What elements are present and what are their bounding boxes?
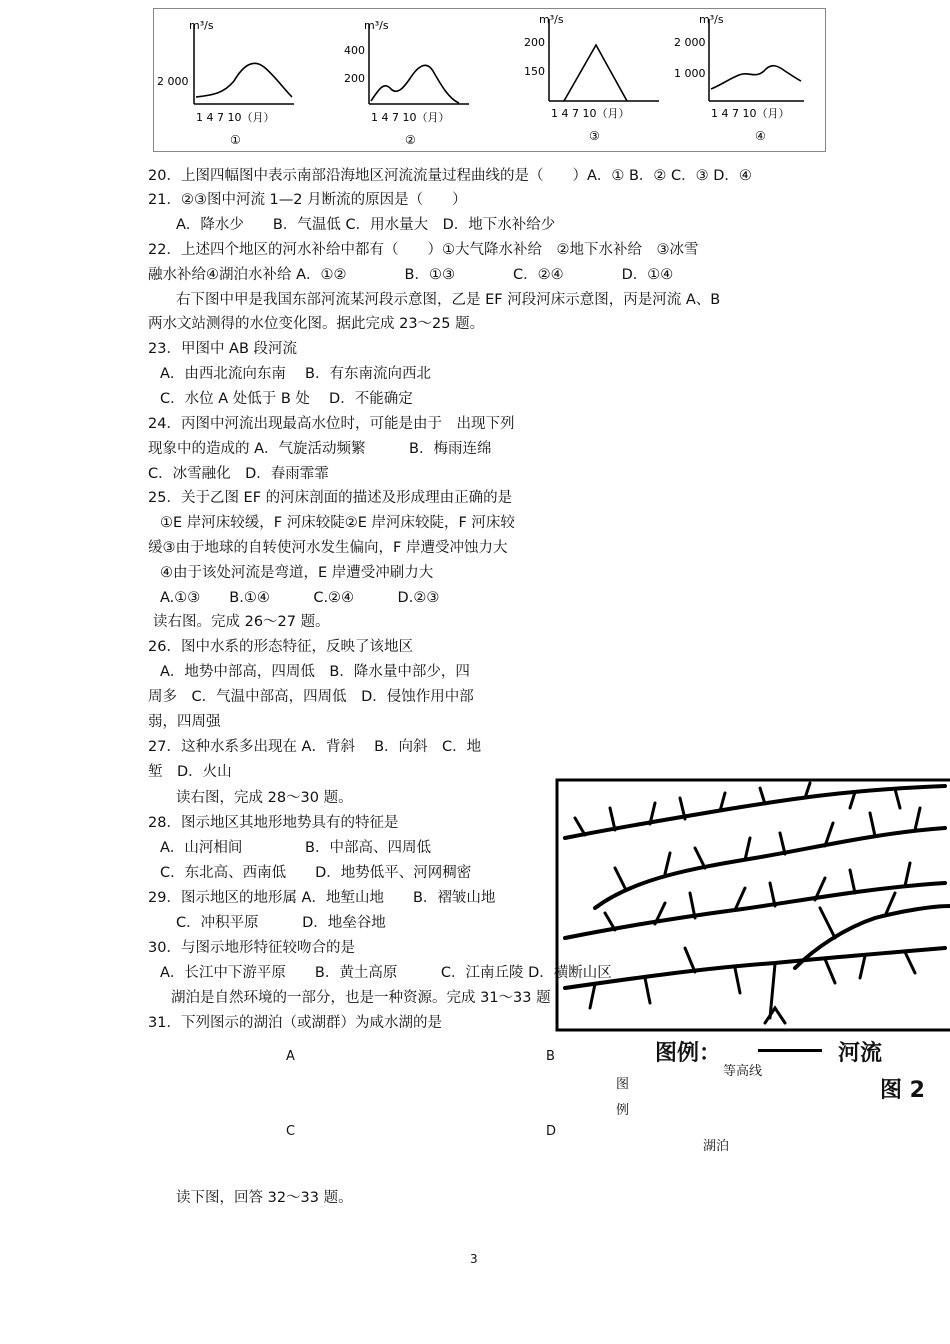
chart-4-unit: m³/s (699, 13, 724, 26)
q22-options: 融水补给④湖泊水补给 A．①② B．①③ C．②④ D．①④ (148, 267, 674, 283)
chart-3-ytick-a: 200 (524, 36, 545, 49)
chart-3-unit: m³/s (539, 13, 564, 26)
q25-statement-3: ④由于该处河流是弯道，E 岸遭受冲刷力大 (160, 565, 434, 581)
hydrograph-svg (154, 9, 825, 151)
legend-contour: 等高线 (723, 1064, 763, 1079)
q27-cont: 堑 D．火山 (148, 764, 232, 780)
chart-2-xlabel: 1 4 7 10（月） (371, 111, 450, 124)
intro-23-25-cont: 两水文站测得的水位变化图。据此完成 23～25 题。 (148, 316, 485, 332)
legend-char-li: 例 (616, 1103, 630, 1118)
q26-options-2: 周多 C．气温中部高，四周低 D．侵蚀作用中部 (148, 689, 474, 705)
q25-options: A.①③ B.①④ C.②④ D.②③ (160, 590, 440, 606)
q31: 31．下列图示的湖泊（或湖群）为咸水湖的是 (148, 1015, 442, 1031)
hydrograph-figure (153, 8, 826, 152)
chart-1-unit: m³/s (189, 19, 214, 32)
q26: 26．图中水系的形态特征，反映了该地区 (148, 639, 413, 655)
page-number: 3 (470, 1252, 478, 1266)
legend-lake: 湖泊 (703, 1139, 730, 1154)
chart-4 (674, 13, 804, 143)
chart-3-ytick-b: 150 (524, 65, 545, 78)
intro-31-33: 湖泊是自然环境的一部分，也是一种资源。完成 31～33 题 (171, 990, 551, 1006)
q29-options: C．冲积平原 D．地垒谷地 (176, 915, 386, 931)
chart-4-xlabel: 1 4 7 10（月） (711, 107, 790, 120)
chart-4-ytick-b: 1 000 (674, 67, 706, 80)
q25-statement-2: 缓③由于地球的自转使河水发生偏向，F 岸遭受冲蚀力大 (148, 540, 508, 556)
q20: 20．上图四幅图中表示南部沿海地区河流流量过程曲线的是（ ）A．① B．② C．③ D．④ (148, 168, 752, 184)
option-a-label: A (286, 1049, 295, 1064)
q27: 27．这种水系多出现在 A．背斜 B．向斜 C．地 (148, 739, 482, 755)
chart-1-ytick: 2 000 (157, 75, 189, 88)
q30-options: A．长江中下游平原 B．黄土高原 C．江南丘陵 D．横断山区 (160, 965, 612, 981)
q29: 29．图示地区的地形属 A．地堑山地 B．褶皱山地 (148, 890, 496, 906)
q26-options-1: A．地势中部高，四周低 B．降水量中部少，四 (160, 664, 470, 680)
chart-3-id: ③ (589, 129, 600, 143)
chart-2-ytick-a: 400 (344, 44, 365, 57)
chart-2-id: ② (405, 133, 416, 147)
river-network-map (555, 778, 950, 1033)
chart-3-xlabel: 1 4 7 10（月） (551, 107, 630, 120)
option-c-label: C (286, 1124, 296, 1139)
q28-options-ab: A．山河相间 B．中部高、四周低 (160, 840, 431, 856)
q30: 30．与图示地形特征较吻合的是 (148, 940, 355, 956)
chart-2-unit: m³/s (364, 19, 389, 32)
chart-3 (524, 13, 659, 143)
q28: 28．图示地区其地形地势具有的特征是 (148, 815, 399, 831)
q25-statement-1: ①E 岸河床较缓，F 河床较陡②E 岸河床较陡，F 河床较 (160, 515, 515, 531)
chart-1-xlabel: 1 4 7 10（月） (196, 111, 275, 124)
chart-4-id: ④ (755, 129, 766, 143)
q21: 21．②③图中河流 1—2 月断流的原因是（ ） (148, 192, 467, 208)
legend-figure-label: 图 2 (880, 1078, 925, 1103)
q23-options-ab: A．由西北流向东南 B．有东南流向西北 (160, 366, 431, 382)
q24-options: C．冰雪融化 D．春雨霏霏 (148, 466, 329, 482)
legend-title: 图例： (655, 1041, 722, 1066)
intro-23-25: 右下图中甲是我国东部河流某河段示意图，乙是 EF 河段河床示意图，丙是河流 A、B (176, 292, 721, 308)
intro-28-30: 读右图，完成 28～30 题。 (176, 790, 353, 806)
q28-options-cd: C．东北高、西南低 D．地势低平、河网稠密 (160, 865, 472, 881)
legend-river: 河流 (838, 1041, 883, 1066)
q23: 23．甲图中 AB 段河流 (148, 341, 298, 357)
intro-32-33: 读下图，回答 32～33 题。 (176, 1190, 353, 1206)
q24-cont: 现象中的造成的 A．气旋活动频繁 B．梅雨连绵 (148, 441, 492, 457)
q23-options-cd: C．水位 A 处低于 B 处 D．不能确定 (160, 391, 413, 407)
chart-2-ytick-b: 200 (344, 72, 365, 85)
chart-4-ytick-a: 2 000 (674, 36, 706, 49)
q25: 25．关于乙图 EF 的河床剖面的描述及形成理由正确的是 (148, 490, 513, 506)
river-network-svg (555, 778, 950, 1033)
option-b-label: B (546, 1049, 555, 1064)
chart-1-id: ① (230, 133, 241, 147)
intro-26-27: 读右图。完成 26～27 题。 (153, 614, 330, 630)
q26-options-3: 弱，四周强 (148, 714, 221, 730)
option-d-label: D (546, 1124, 557, 1139)
q24: 24．丙图中河流出现最高水位时，可能是由于 出现下列 (148, 416, 515, 432)
q21-options: A．降水少 B．气温低 C．用水量大 D．地下水补给少 (176, 217, 556, 233)
q22: 22．上述四个地区的河水补给中都有（ ）①大气降水补给 ②地下水补给 ③冰雪 (148, 242, 699, 258)
legend-char-tu: 图 (616, 1077, 630, 1092)
chart-2 (344, 19, 469, 147)
chart-1 (157, 19, 294, 147)
river-legend-line (758, 1049, 822, 1052)
